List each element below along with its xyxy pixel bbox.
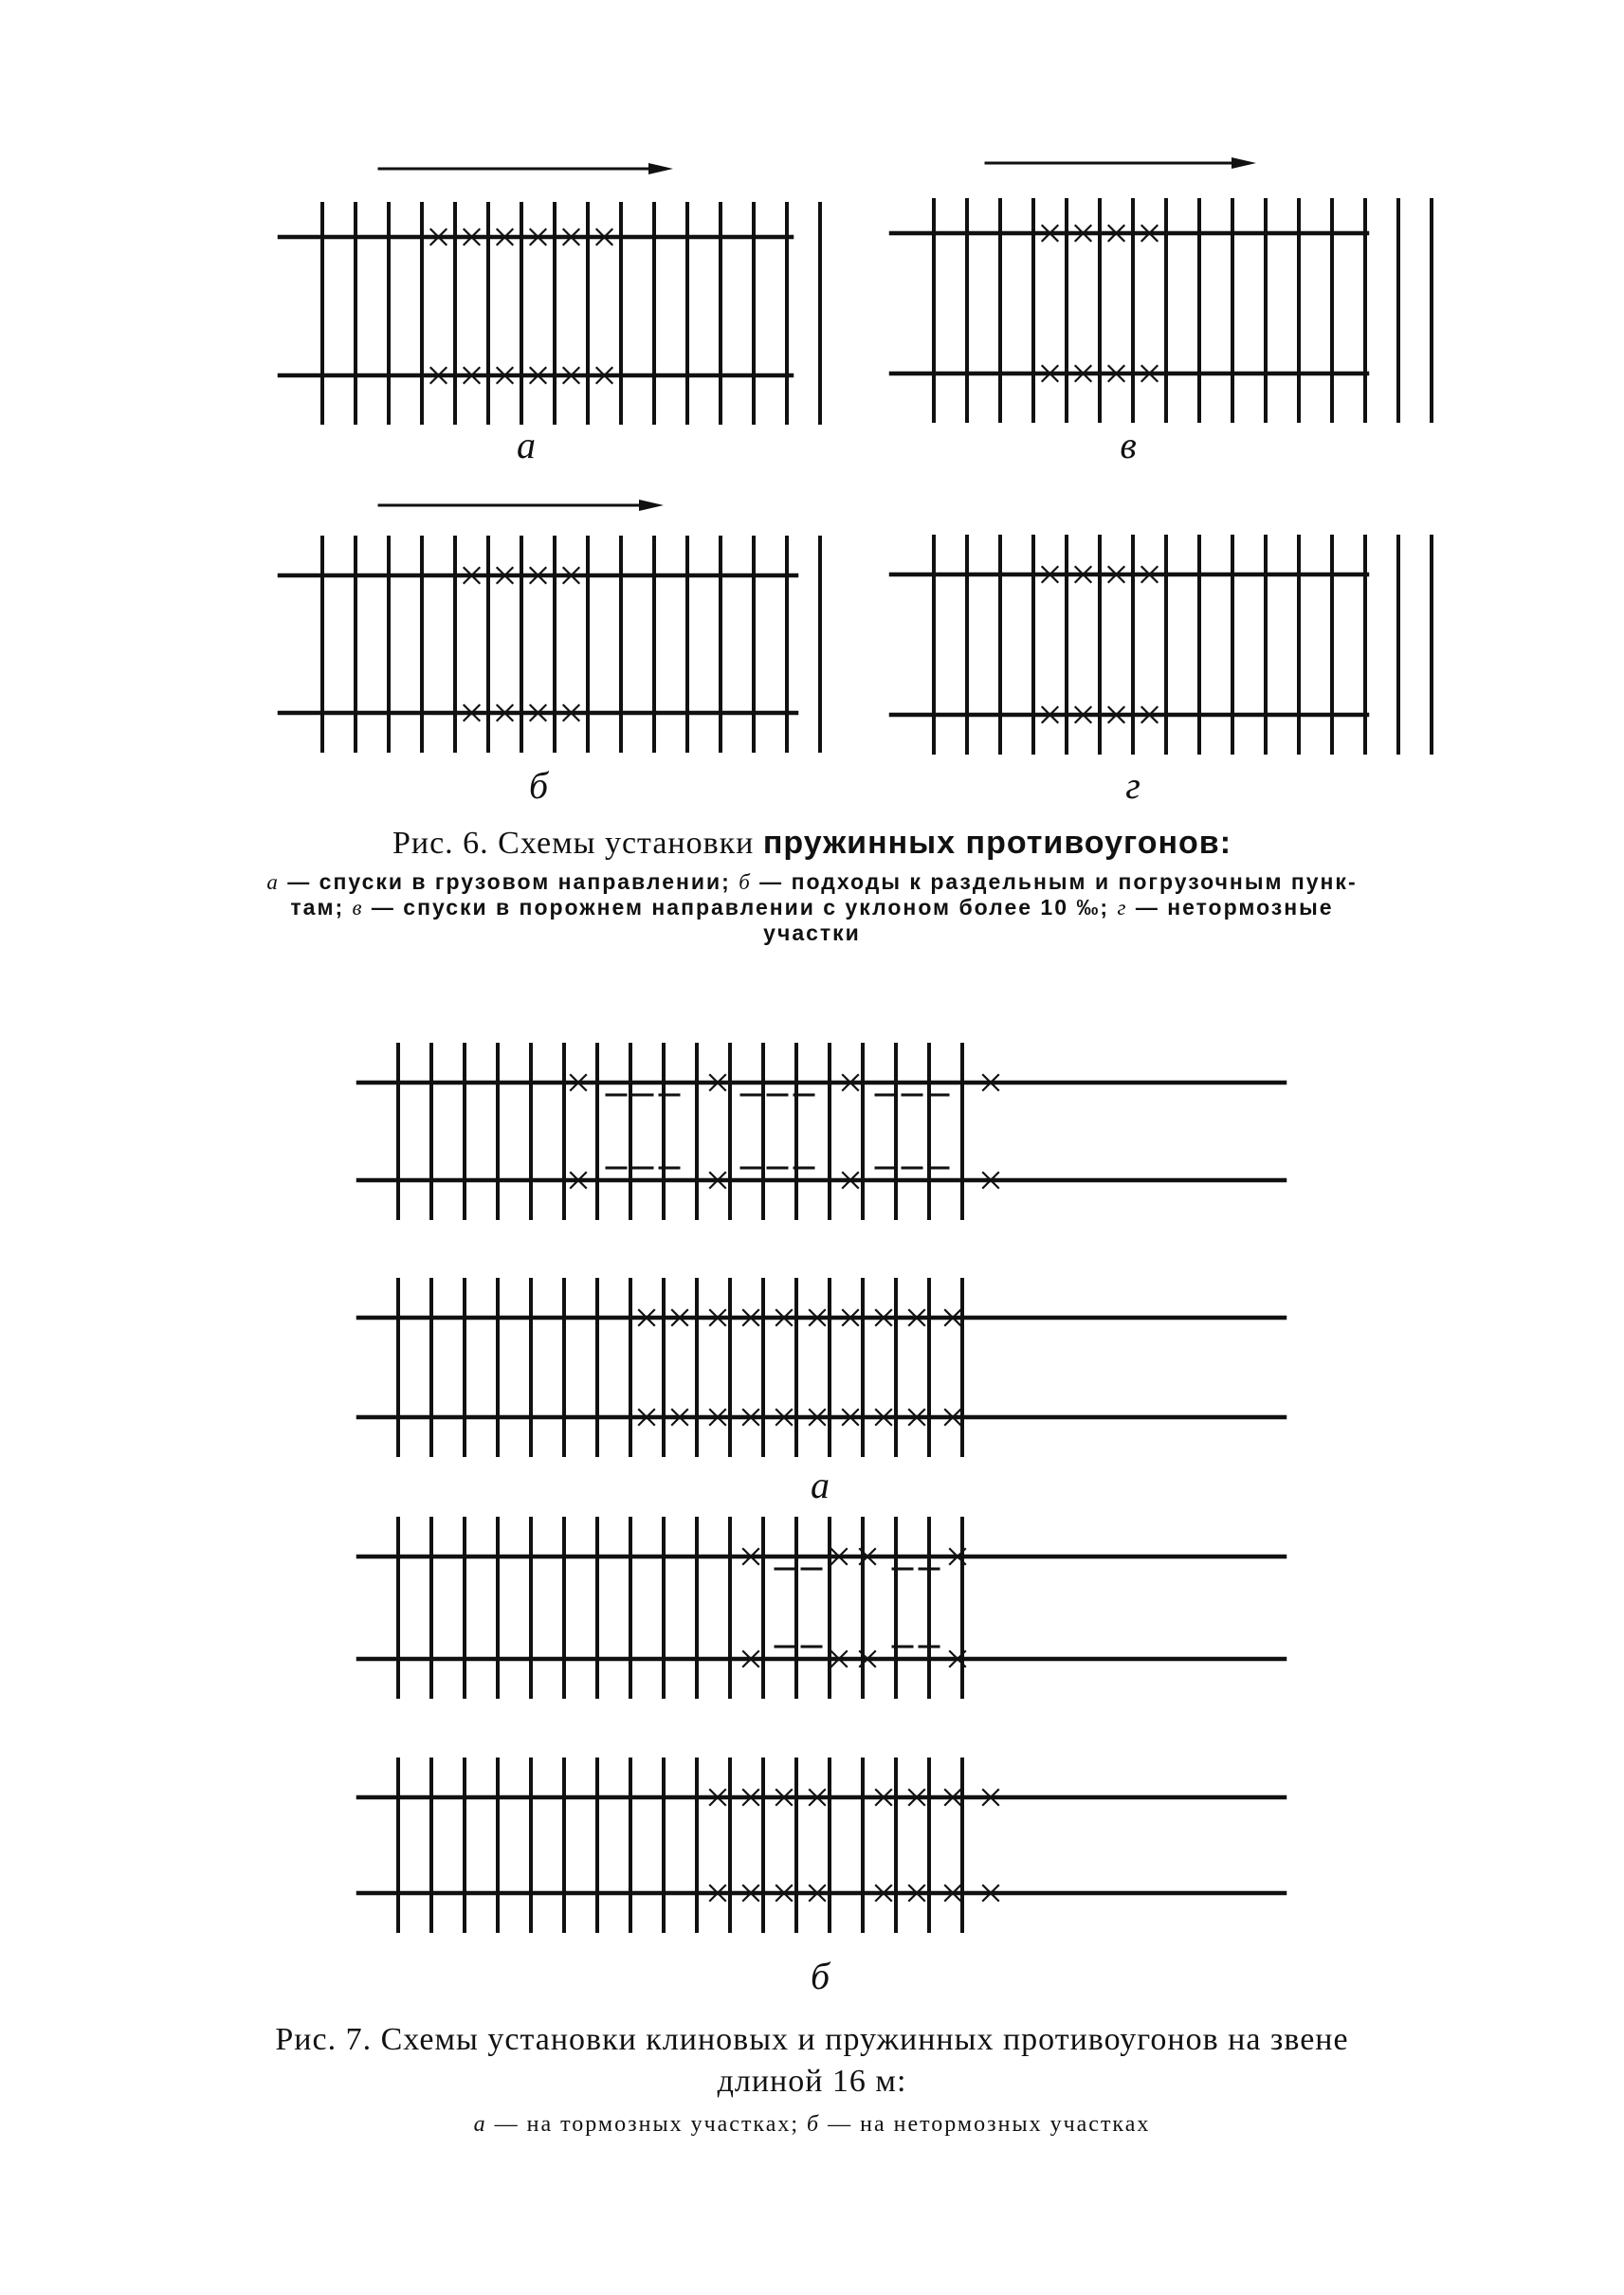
direction-arrow bbox=[986, 157, 1256, 169]
fig7-label-b: б bbox=[810, 1955, 830, 1997]
fig7-track-a1 bbox=[358, 1045, 1285, 1218]
fig6-track-b bbox=[280, 537, 820, 751]
fig6-label-g: г bbox=[1125, 764, 1140, 807]
fig6-label-a: а bbox=[517, 424, 536, 466]
fig7-caption-line2: длиной 16 м: bbox=[717, 2064, 907, 2099]
fig6-caption-title: Рис. 6. Схемы установки пружинных противоугонов: bbox=[392, 825, 1232, 861]
fig6-legend-line3: участки bbox=[763, 920, 861, 945]
fig7-track-b1 bbox=[358, 1519, 1285, 1697]
fig6-label-v: в bbox=[1120, 424, 1137, 466]
direction-arrow-head bbox=[639, 500, 664, 511]
fig6-label-b: б bbox=[528, 764, 549, 807]
fig7-legend: а — на тормозных участках; б — на нетормозных участках bbox=[473, 2112, 1151, 2137]
figure-6-diagrams bbox=[280, 157, 1432, 753]
fig6-track-g bbox=[891, 537, 1432, 753]
fig7-label-a: а bbox=[811, 1464, 830, 1506]
fig7-caption-line1: Рис. 7. Схемы установки клиновых и пружинных противоугонов на звене bbox=[275, 2022, 1349, 2057]
direction-arrow-head bbox=[1232, 157, 1256, 169]
direction-arrow bbox=[379, 500, 664, 511]
fig6-legend-line2: там; в — спуски в порожнем направлении с уклоном более 10 ‰; г — нетормозные bbox=[290, 895, 1334, 920]
direction-arrow-head bbox=[648, 163, 673, 174]
fig6-legend-line1: а — спуски в грузовом направлении; б — подходы к раздельным и погрузочным пунк- bbox=[266, 869, 1358, 894]
direction-arrow bbox=[379, 163, 673, 174]
fig7-track-b2 bbox=[358, 1759, 1285, 1931]
fig6-track-a bbox=[280, 204, 820, 423]
fig7-track-a2 bbox=[358, 1280, 1285, 1455]
fig6-track-v bbox=[891, 200, 1432, 421]
